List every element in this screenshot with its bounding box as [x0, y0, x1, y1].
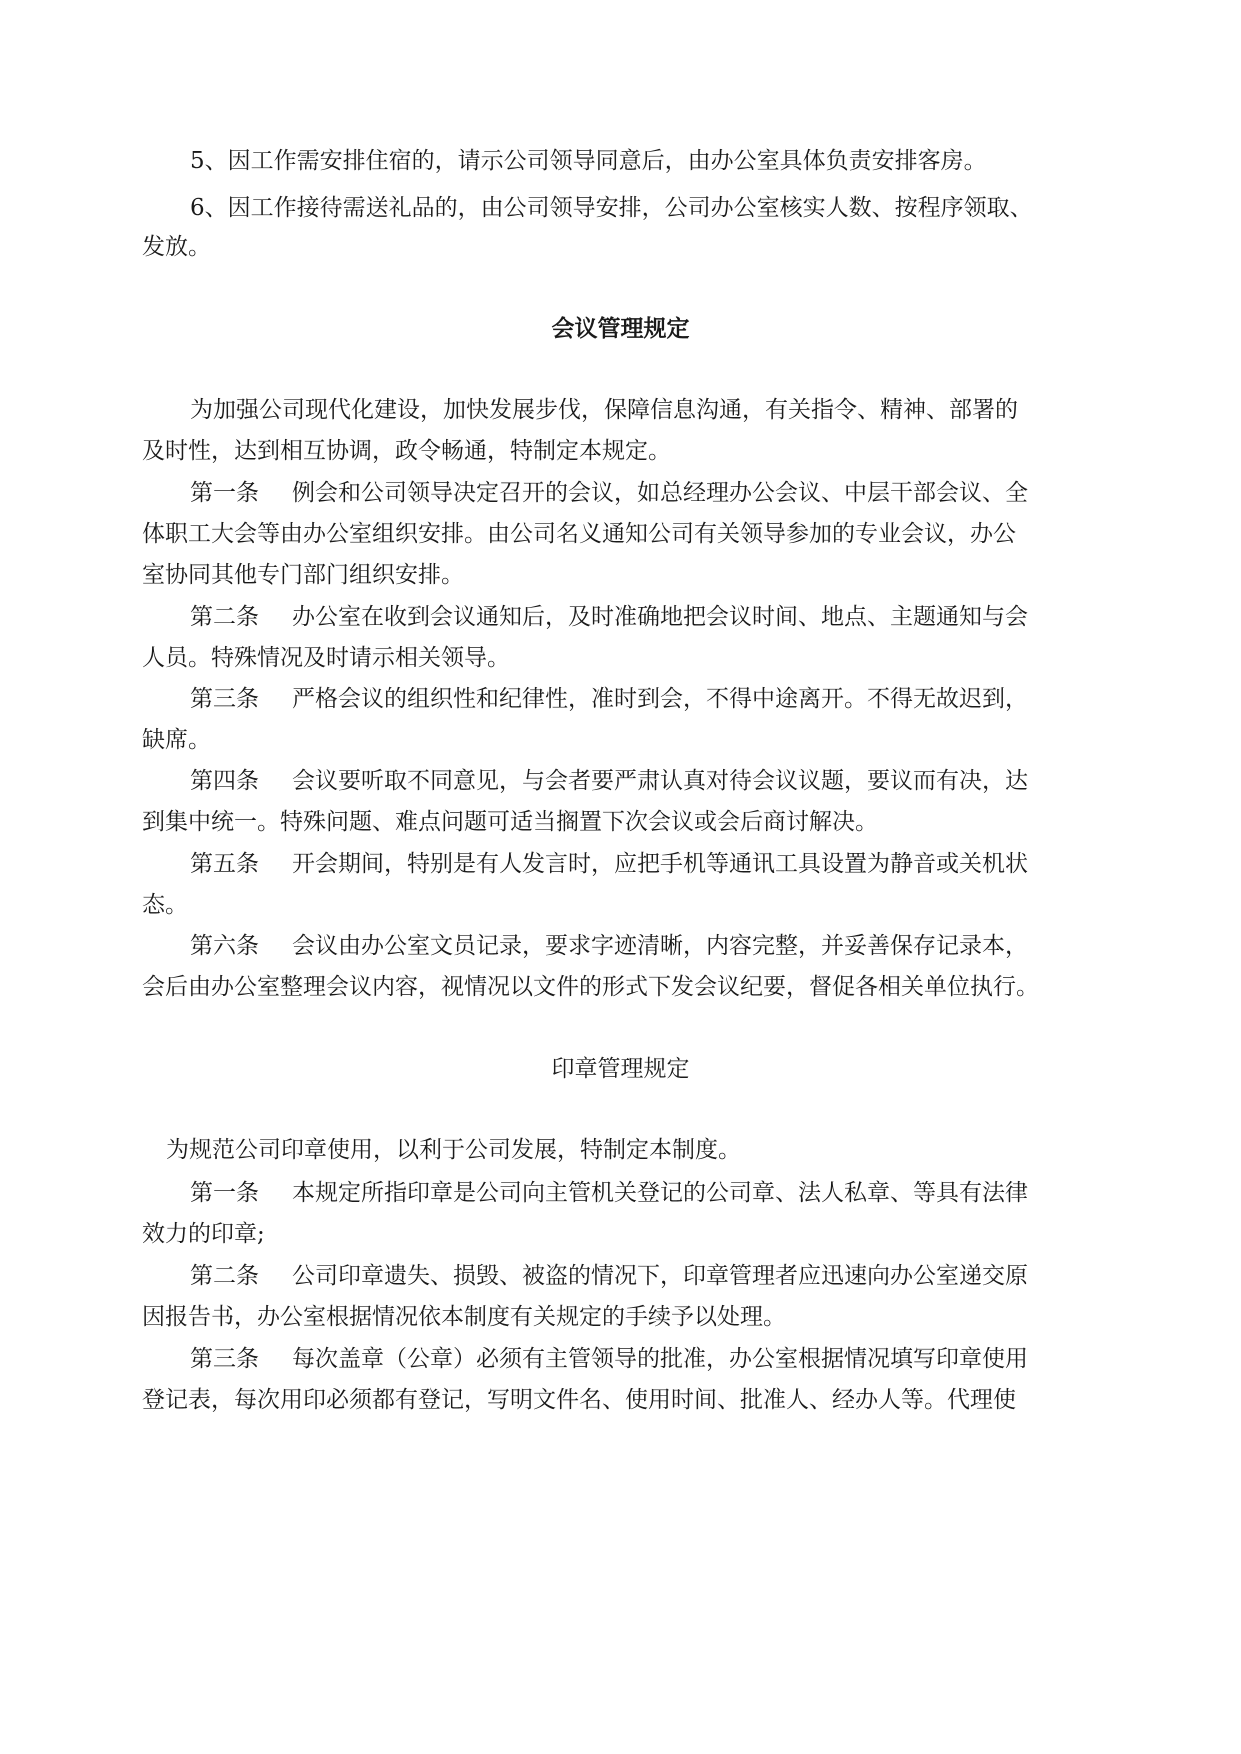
text: 例会和公司领导决定召开的会议，如总经理办公会议、中层干部会议、全: [292, 480, 1028, 506]
paragraph-line: [0, 560, 1241, 590]
text: 公司印章遗失、损毁、被盗的情况下，印章管理者应迅速向办公室递交原: [292, 1263, 1028, 1289]
text: 严格会议的组织性和纪律性，准时到会，不得中途离开。不得无故迟到，: [292, 686, 1028, 712]
paragraph-line: [0, 1135, 1241, 1165]
text: 6、因工作接待需送礼品的，由公司领导安排，公司办公室核实人数、按程序领取、: [190, 195, 1033, 221]
text: 因报告书，办公室根据情况依本制度有关规定的手续予以处理。: [142, 1304, 786, 1330]
article-number: 第五条: [190, 851, 259, 877]
text: 态。: [142, 892, 188, 918]
article-line: [0, 1344, 1241, 1374]
article-line: [0, 602, 1241, 632]
text: 为规范公司印章使用，以利于公司发展，特制定本制度。: [166, 1137, 741, 1163]
article-number: 第四条: [190, 768, 259, 794]
paragraph-line: [0, 395, 1241, 425]
paragraph-line: [0, 146, 1241, 176]
section-title-seal: 印章管理规定: [551, 1056, 690, 1082]
article-line: [0, 1178, 1241, 1208]
text: 每次盖章（公章）必须有主管领导的批准，办公室根据情况填写印章使用: [292, 1346, 1028, 1372]
article-line: [0, 766, 1241, 796]
text: 发放。: [142, 234, 211, 260]
paragraph-line: [0, 972, 1241, 1002]
paragraph-line: [0, 1219, 1241, 1249]
article-number: 第一条: [190, 1180, 259, 1206]
paragraph-line: [0, 807, 1241, 837]
text: 及时性，达到相互协调，政令畅通，特制定本规定。: [142, 438, 671, 464]
text: 人员。特殊情况及时请示相关领导。: [142, 645, 510, 671]
paragraph-line: [0, 890, 1241, 920]
text: 效力的印章;: [142, 1221, 265, 1247]
paragraph-line: [0, 232, 1241, 262]
text: 办公室在收到会议通知后，及时准确地把会议时间、地点、主题通知与会: [292, 604, 1028, 630]
article-number: 第二条: [190, 1263, 259, 1289]
text: 会议要听取不同意见，与会者要严肃认真对待会议议题，要议而有决，达: [292, 768, 1028, 794]
text: 体职工大会等由办公室组织安排。由公司名义通知公司有关领导参加的专业会议，办公: [142, 521, 1016, 547]
paragraph-line: [0, 193, 1241, 223]
article-number: 第三条: [190, 686, 259, 712]
text: 本规定所指印章是公司向主管机关登记的公司章、法人私章、等具有法律: [292, 1180, 1028, 1206]
text: 5、因工作需安排住宿的，请示公司领导同意后，由办公室具体负责安排客房。: [190, 148, 987, 174]
article-line: [0, 931, 1241, 961]
text: 缺席。: [142, 727, 211, 753]
text: 开会期间，特别是有人发言时，应把手机等通讯工具设置为静音或关机状: [292, 851, 1028, 877]
paragraph-line: [0, 436, 1241, 466]
text: 室协同其他专门部门组织安排。: [142, 562, 464, 588]
section-title-meeting: 会议管理规定: [551, 315, 690, 342]
text: 为加强公司现代化建设，加快发展步伐，保障信息沟通，有关指令、精神、部署的: [190, 397, 1018, 423]
article-line: [0, 1261, 1241, 1291]
article-number: 第三条: [190, 1346, 259, 1372]
paragraph-line: [0, 519, 1241, 549]
text: 会后由办公室整理会议内容，视情况以文件的形式下发会议纪要，督促各相关单位执行。: [142, 974, 1039, 1000]
paragraph-line: [0, 1385, 1241, 1415]
article-line: [0, 478, 1241, 508]
article-line: [0, 684, 1241, 714]
article-number: 第一条: [190, 480, 259, 506]
text: 登记表，每次用印必须都有登记，写明文件名、使用时间、批准人、经办人等。代理使: [142, 1387, 1016, 1413]
paragraph-line: [0, 725, 1241, 755]
article-number: 第二条: [190, 604, 259, 630]
paragraph-line: [0, 643, 1241, 673]
text: 到集中统一。特殊问题、难点问题可适当搁置下次会议或会后商讨解决。: [142, 809, 878, 835]
text: 会议由办公室文员记录，要求字迹清晰，内容完整，并妥善保存记录本，: [292, 933, 1028, 959]
article-line: [0, 849, 1241, 879]
article-number: 第六条: [190, 933, 259, 959]
paragraph-line: [0, 1302, 1241, 1332]
